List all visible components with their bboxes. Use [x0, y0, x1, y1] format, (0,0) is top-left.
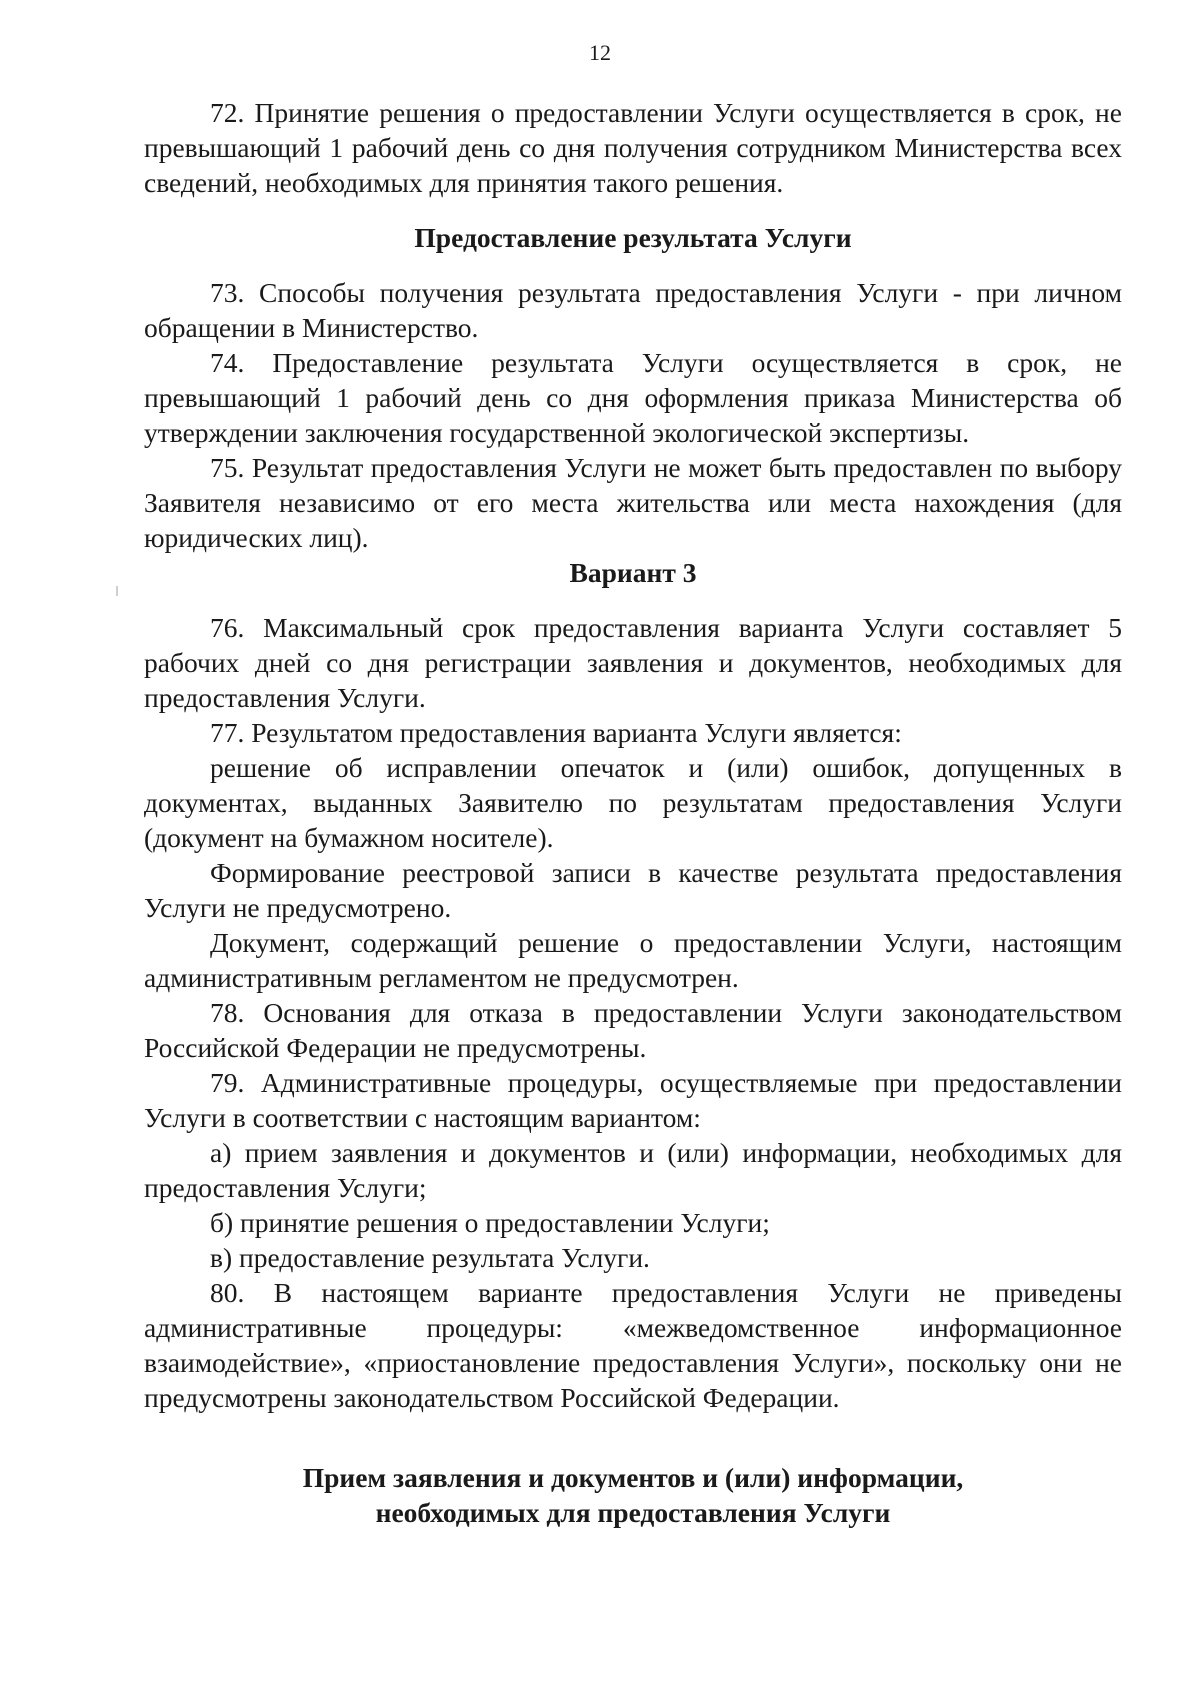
paragraph-77: 77. Результатом предоставления варианта Услуги является: [210, 717, 902, 748]
document-body [144, 95, 1122, 1530]
paragraph-72: 72. Принятие решения о предоставлении Услуги осуществляется в срок, не превышающий 1 рабочий день со дня получения сотрудником Министерства всех сведений, необходимых для принятия такого решения. [144, 97, 1122, 198]
scan-artifact [116, 586, 118, 596]
list-item-b: б) принятие решения о предоставлении Услуги; [210, 1207, 770, 1238]
page-number: 12 [589, 40, 611, 65]
paragraph-decision-document: Документ, содержащий решение о предоставлении Услуги, настоящим административным регламентом не предусмотрен. [144, 927, 1122, 993]
paragraph-74: 74. Предоставление результата Услуги осуществляется в срок, не превышающий 1 рабочий день со дня оформления приказа Министерства об утверждении заключения государственной экологической экспертизы. [144, 347, 1122, 448]
section-heading-result: Предоставление результата Услуги [414, 222, 852, 253]
paragraph-registry-record: Формирование реестровой записи в качестве результата предоставления Услуги не предусмотрено. [144, 857, 1122, 923]
paragraph-75: 75. Результат предоставления Услуги не может быть предоставлен по выбору Заявителя независимо от его места жительства или места нахождения (для юридических лиц). [144, 452, 1122, 553]
paragraph-77-result: решение об исправлении опечаток и (или) ошибок, допущенных в документах, выданных Заявителю по результатам предоставления Услуги (документ на бумажном носителе). [144, 752, 1122, 853]
section-heading-application-line-1: Прием заявления и документов и (или) информации, [302, 1462, 964, 1493]
paragraph-76: 76. Максимальный срок предоставления варианта Услуги составляет 5 рабочих дней со дня регистрации заявления и документов, необходимых для предоставления Услуги. [144, 612, 1122, 713]
list-item-a: а) прием заявления и документов и (или) информации, необходимых для предоставления Услуги; [144, 1137, 1122, 1203]
section-heading-variant-3: Вариант 3 [569, 557, 697, 588]
paragraph-79: 79. Административные процедуры, осуществляемые при предоставлении Услуги в соответствии с настоящим вариантом: [144, 1067, 1122, 1133]
section-heading-application-line-2: необходимых для предоставления Услуги [375, 1497, 891, 1528]
paragraph-73: 73. Способы получения результата предоставления Услуги - при личном обращении в Министерство. [144, 277, 1122, 343]
paragraph-78: 78. Основания для отказа в предоставлении Услуги законодательством Российской Федерации не предусмотрены. [144, 997, 1122, 1063]
list-item-c: в) предоставление результата Услуги. [210, 1242, 650, 1273]
paragraph-80: 80. В настоящем варианте предоставления Услуги не приведены административные процедуры: «межведомственное информационное взаимодействие», «приостановление предоставления Услуги», поскольку они не предусмотрены законодательством Российской Федерации. [144, 1277, 1122, 1413]
